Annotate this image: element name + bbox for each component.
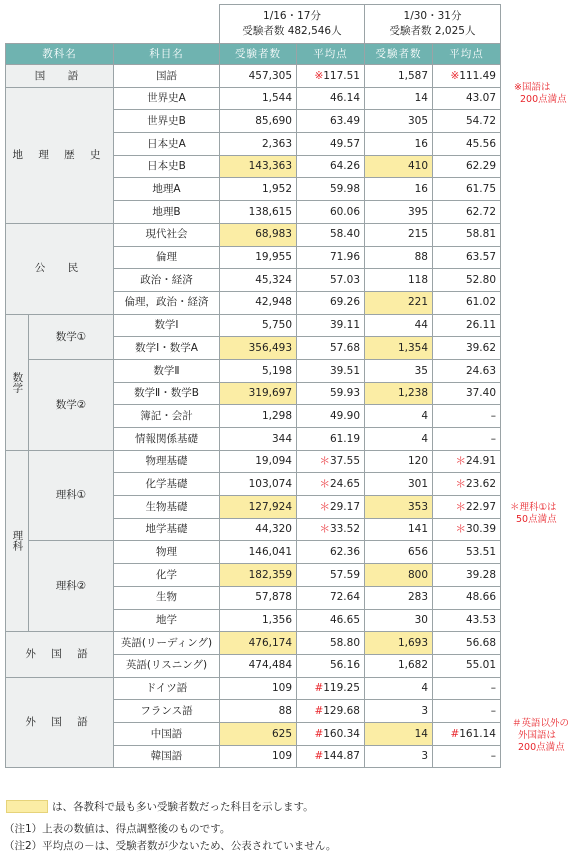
subject-cell: 化学 [114, 564, 220, 587]
subject-cell: 英語(リーディング) [114, 632, 220, 655]
average-cell-2: 45.56 [433, 133, 501, 156]
examinees-cell-1: 143,363 [220, 155, 297, 178]
examinees-cell-1: 457,305 [220, 65, 297, 88]
average-cell-1: ＊37.55 [297, 450, 365, 473]
subject-cell: 数学Ⅰ [114, 314, 220, 337]
average-cell-1: 46.14 [297, 87, 365, 110]
examinees-cell-2: 301 [365, 473, 433, 496]
note-rika: ＊理科①は 50点満点 [510, 502, 557, 525]
score-mark: ＊ [455, 523, 466, 536]
average-cell-2: 61.75 [433, 178, 501, 201]
examinees-cell-1: 474,484 [220, 654, 297, 677]
average-cell-2: 62.29 [433, 155, 501, 178]
average-cell-2: 63.57 [433, 246, 501, 269]
average-cell-2: – [433, 700, 501, 723]
average-cell-1: 57.68 [297, 337, 365, 360]
examinees-cell-1: 19,094 [220, 450, 297, 473]
average-cell-2: 39.28 [433, 564, 501, 587]
subject-cell: 情報関係基礎 [114, 428, 220, 451]
average-cell-2: 62.72 [433, 201, 501, 224]
average-cell-1: 64.26 [297, 155, 365, 178]
examinees-cell-2: 44 [365, 314, 433, 337]
subject-cell: 化学基礎 [114, 473, 220, 496]
category-cell: 国 語 [6, 65, 114, 88]
category-cell: 理科 [6, 450, 29, 632]
average-cell-1: #129.68 [297, 700, 365, 723]
average-cell-2: 43.07 [433, 87, 501, 110]
period-1-header: 1/16・17分 受験者数 482,546人 [220, 5, 365, 44]
examinees-cell-1: 109 [220, 677, 297, 700]
average-cell-1: 49.57 [297, 133, 365, 156]
average-cell-1: ＊29.17 [297, 496, 365, 519]
examinees-cell-2: 1,693 [365, 632, 433, 655]
examinees-cell-2: 1,587 [365, 65, 433, 88]
average-cell-2: – [433, 745, 501, 768]
examinees-header-1: 受験者数 [220, 44, 297, 65]
subject-cell: 英語(リスニング) [114, 654, 220, 677]
examinees-cell-2: 1,682 [365, 654, 433, 677]
average-cell-2: 37.40 [433, 382, 501, 405]
examinees-cell-1: 625 [220, 722, 297, 745]
subject-cell: 政治・経済 [114, 269, 220, 292]
legend-text: は、各教科で最も多い受験者数だった科目を示します。 [52, 801, 314, 813]
score-mark: ＊ [319, 500, 330, 513]
average-cell-1: ＊24.65 [297, 473, 365, 496]
examinees-cell-2: 14 [365, 87, 433, 110]
examinees-cell-1: 42,948 [220, 291, 297, 314]
subject-cell: 生物基礎 [114, 496, 220, 519]
subject-cell: 地学基礎 [114, 518, 220, 541]
average-header-2: 平均点 [433, 44, 501, 65]
average-cell-2: – [433, 428, 501, 451]
examinees-cell-2: 35 [365, 359, 433, 382]
average-cell-1: 62.36 [297, 541, 365, 564]
examinees-cell-1: 344 [220, 428, 297, 451]
examinees-cell-1: 85,690 [220, 110, 297, 133]
examinees-cell-1: 138,615 [220, 201, 297, 224]
subcategory-cell: 理科① [29, 450, 114, 541]
examinees-cell-2: 88 [365, 246, 433, 269]
average-cell-2: 58.81 [433, 223, 501, 246]
examinees-cell-2: 16 [365, 133, 433, 156]
average-cell-1: 59.98 [297, 178, 365, 201]
average-cell-1: 71.96 [297, 246, 365, 269]
subject-cell: 世界史B [114, 110, 220, 133]
average-cell-2: #161.14 [433, 722, 501, 745]
examinees-cell-1: 109 [220, 745, 297, 768]
subject-cell: 日本史A [114, 133, 220, 156]
subject-cell: 国語 [114, 65, 220, 88]
examinees-cell-1: 88 [220, 700, 297, 723]
score-mark: # [314, 727, 324, 740]
average-cell-2: – [433, 677, 501, 700]
subject-cell: 世界史A [114, 87, 220, 110]
table-row [6, 87, 501, 110]
category-cell: 外 国 語 [6, 632, 114, 677]
examinees-cell-2: 141 [365, 518, 433, 541]
subject-cell: 物理 [114, 541, 220, 564]
average-cell-1: #119.25 [297, 677, 365, 700]
average-cell-2: 52.80 [433, 269, 501, 292]
examinees-cell-1: 319,697 [220, 382, 297, 405]
examinees-cell-1: 44,320 [220, 518, 297, 541]
examinees-cell-1: 2,363 [220, 133, 297, 156]
average-cell-1: #160.34 [297, 722, 365, 745]
average-cell-1: 58.40 [297, 223, 365, 246]
average-cell-1: 57.59 [297, 564, 365, 587]
subject-cell: フランス語 [114, 700, 220, 723]
average-cell-2: 55.01 [433, 654, 501, 677]
examinees-cell-2: 30 [365, 609, 433, 632]
subject-cell: 倫理 [114, 246, 220, 269]
average-cell-1: 58.80 [297, 632, 365, 655]
table-row [6, 223, 501, 246]
subject-cell: 数学Ⅱ・数学B [114, 382, 220, 405]
footnote-1: （注1）上表の数値は、得点調整後のものです。 [4, 823, 231, 835]
average-cell-1: 60.06 [297, 201, 365, 224]
subject-cell: 生物 [114, 586, 220, 609]
average-cell-2: 39.62 [433, 337, 501, 360]
examinees-cell-1: 1,952 [220, 178, 297, 201]
note-kokugo: ※国語は 200点満点 [514, 82, 567, 105]
examinees-cell-2: 221 [365, 291, 433, 314]
subject-cell: 現代社会 [114, 223, 220, 246]
examinees-cell-1: 57,878 [220, 586, 297, 609]
subject-cell: 地理B [114, 201, 220, 224]
score-mark: ＊ [455, 500, 466, 513]
average-cell-1: ＊33.52 [297, 518, 365, 541]
examinees-cell-1: 146,041 [220, 541, 297, 564]
category-header: 教科名 [6, 44, 114, 65]
examinees-cell-1: 127,924 [220, 496, 297, 519]
subject-cell: 中国語 [114, 722, 220, 745]
average-cell-1: 61.19 [297, 428, 365, 451]
table-row [6, 541, 501, 564]
note-gaikoku: ＃英語以外の 外国語は 200点満点 [512, 718, 570, 753]
examinees-cell-1: 356,493 [220, 337, 297, 360]
examinees-cell-1: 103,074 [220, 473, 297, 496]
examinees-cell-2: 656 [365, 541, 433, 564]
score-mark: ※ [314, 69, 324, 82]
subject-cell: 数学Ⅱ [114, 359, 220, 382]
average-cell-2: ＊22.97 [433, 496, 501, 519]
average-cell-1: 69.26 [297, 291, 365, 314]
examinees-cell-2: 305 [365, 110, 433, 133]
score-mark: ＊ [455, 477, 466, 490]
examinees-cell-2: 1,354 [365, 337, 433, 360]
average-cell-2: 48.66 [433, 586, 501, 609]
average-cell-2: ＊30.39 [433, 518, 501, 541]
average-cell-1: 39.11 [297, 314, 365, 337]
examinees-cell-2: 410 [365, 155, 433, 178]
examinees-cell-1: 19,955 [220, 246, 297, 269]
examinees-cell-2: 353 [365, 496, 433, 519]
examinees-cell-2: 3 [365, 745, 433, 768]
examinees-cell-1: 5,198 [220, 359, 297, 382]
score-table [5, 4, 501, 768]
average-cell-1: 46.65 [297, 609, 365, 632]
subcategory-cell: 数学② [29, 359, 114, 450]
category-cell: 地 理 歴 史 [6, 87, 114, 223]
average-cell-2: 43.53 [433, 609, 501, 632]
table-row [6, 632, 501, 655]
average-cell-1: 63.49 [297, 110, 365, 133]
score-mark: ＊ [319, 523, 330, 536]
period-2-header: 1/30・31分 受験者数 2,025人 [365, 5, 501, 44]
examinees-cell-2: 283 [365, 586, 433, 609]
average-cell-2: ※111.49 [433, 65, 501, 88]
examinees-cell-2: 3 [365, 700, 433, 723]
table-row [6, 314, 501, 337]
average-cell-2: 61.02 [433, 291, 501, 314]
period-header-row [6, 5, 501, 44]
examinees-cell-1: 1,356 [220, 609, 297, 632]
average-cell-2: 54.72 [433, 110, 501, 133]
average-cell-1: 72.64 [297, 586, 365, 609]
examinees-cell-2: 395 [365, 201, 433, 224]
examinees-cell-1: 476,174 [220, 632, 297, 655]
examinees-header-2: 受験者数 [365, 44, 433, 65]
subject-header: 科目名 [114, 44, 220, 65]
average-cell-1: 57.03 [297, 269, 365, 292]
average-cell-2: ＊23.62 [433, 473, 501, 496]
footnote-2: （注2）平均点の－は、受験者数が少ないため、公表されていません。 [4, 840, 337, 852]
examinees-cell-2: 4 [365, 428, 433, 451]
average-cell-2: ＊24.91 [433, 450, 501, 473]
examinees-cell-2: 14 [365, 722, 433, 745]
subject-cell: 物理基礎 [114, 450, 220, 473]
average-header-1: 平均点 [297, 44, 365, 65]
examinees-cell-1: 45,324 [220, 269, 297, 292]
subject-cell: 地学 [114, 609, 220, 632]
average-cell-2: 26.11 [433, 314, 501, 337]
examinees-cell-2: 120 [365, 450, 433, 473]
examinees-cell-1: 68,983 [220, 223, 297, 246]
table-row [6, 65, 501, 88]
average-cell-1: 39.51 [297, 359, 365, 382]
average-cell-1: 49.90 [297, 405, 365, 428]
subject-cell: 日本史B [114, 155, 220, 178]
average-cell-2: – [433, 405, 501, 428]
average-cell-2: 53.51 [433, 541, 501, 564]
examinees-cell-2: 4 [365, 677, 433, 700]
score-mark: # [314, 704, 324, 717]
average-cell-1: #144.87 [297, 745, 365, 768]
examinees-cell-2: 4 [365, 405, 433, 428]
examinees-cell-2: 800 [365, 564, 433, 587]
examinees-cell-2: 118 [365, 269, 433, 292]
examinees-cell-2: 1,238 [365, 382, 433, 405]
subcategory-cell: 理科② [29, 541, 114, 632]
score-mark: # [314, 682, 324, 695]
subject-cell: 地理A [114, 178, 220, 201]
table-row [6, 677, 501, 700]
subcategory-cell: 数学① [29, 314, 114, 359]
subject-cell: 倫理，政治・経済 [114, 291, 220, 314]
average-cell-2: 24.63 [433, 359, 501, 382]
subject-cell: 韓国語 [114, 745, 220, 768]
score-mark: ※ [450, 69, 460, 82]
subject-cell: 簿記・会計 [114, 405, 220, 428]
category-cell: 外 国 語 [6, 677, 114, 768]
average-cell-2: 56.68 [433, 632, 501, 655]
column-header-row [6, 44, 501, 65]
category-cell: 数学 [6, 314, 29, 450]
table-row [6, 450, 501, 473]
score-mark: # [450, 727, 460, 740]
score-mark: ＊ [319, 477, 330, 490]
table-row [6, 359, 501, 382]
average-cell-1: 56.16 [297, 654, 365, 677]
legend-swatch [6, 800, 48, 813]
score-mark: ＊ [319, 455, 330, 468]
examinees-cell-1: 1,544 [220, 87, 297, 110]
examinees-cell-2: 215 [365, 223, 433, 246]
subject-cell: 数学Ⅰ・数学A [114, 337, 220, 360]
average-cell-1: ※117.51 [297, 65, 365, 88]
examinees-cell-1: 1,298 [220, 405, 297, 428]
category-cell: 公 民 [6, 223, 114, 314]
score-mark: # [314, 750, 324, 763]
subject-cell: ドイツ語 [114, 677, 220, 700]
examinees-cell-1: 182,359 [220, 564, 297, 587]
examinees-cell-2: 16 [365, 178, 433, 201]
score-mark: ＊ [455, 455, 466, 468]
examinees-cell-1: 5,750 [220, 314, 297, 337]
average-cell-1: 59.93 [297, 382, 365, 405]
